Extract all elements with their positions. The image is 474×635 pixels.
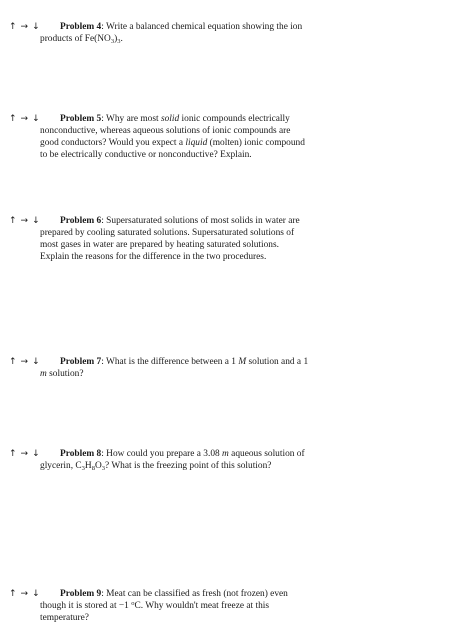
arrow-up-icon[interactable]: ↑	[9, 114, 18, 124]
problem-label: Problem 5	[60, 114, 102, 124]
arrow-right-icon[interactable]: →	[20, 22, 30, 32]
arrow-right-icon[interactable]: →	[20, 357, 30, 367]
problem-text: Problem 5: Why are most solid ionic compounds electrically nonconductive, whereas aqueous solutions of ionic compounds are good conductors? Would you expect a liquid (molten) ionic compound to be electrically conductive or nonconductive? Explain.	[40, 114, 305, 160]
problem-label: Problem 8	[60, 449, 102, 459]
arrow-controls	[9, 588, 44, 600]
arrow-up-icon[interactable]: ↑	[9, 22, 18, 32]
arrow-down-icon[interactable]: ↓	[32, 589, 41, 599]
problem-label: Problem 4	[60, 22, 102, 32]
arrow-right-icon[interactable]: →	[20, 114, 30, 124]
problem-text: Problem 9: Meat can be classified as fresh (not frozen) even though it is stored at −1 $^o$C. Why wouldn't meat freeze at this temperature?	[40, 589, 288, 623]
problem-5	[9, 113, 310, 161]
arrow-up-icon[interactable]: ↑	[9, 357, 18, 367]
problem-4	[9, 21, 310, 45]
arrow-up-icon[interactable]: ↑	[9, 449, 18, 459]
problem-8	[9, 448, 310, 472]
problem-6	[9, 215, 310, 263]
problem-7	[9, 356, 310, 380]
arrow-right-icon[interactable]: →	[20, 589, 30, 599]
problem-label: Problem 9	[60, 589, 102, 599]
problem-text: Problem 6: Supersaturated solutions of most solids in water are prepared by cooling saturated solutions. Supersaturated solutions of most gases in water are prepared by heating saturated solutions. Explain the reasons for the difference in the two procedures.	[40, 216, 300, 262]
arrow-up-icon[interactable]: ↑	[9, 216, 18, 226]
arrow-down-icon[interactable]: ↓	[32, 449, 41, 459]
arrow-controls	[9, 356, 44, 368]
problem-label: Problem 7	[60, 357, 102, 367]
problem-9	[9, 588, 310, 624]
arrow-controls	[9, 113, 44, 125]
problem-label: Problem 6	[60, 216, 102, 226]
arrow-right-icon[interactable]: →	[20, 449, 30, 459]
problem-text: Problem 4: Write a balanced chemical equation showing the ion products of $Fe(NO_3)_3$.	[40, 22, 303, 45]
arrow-controls	[9, 448, 44, 460]
arrow-down-icon[interactable]: ↓	[32, 216, 41, 226]
problem-text: Problem 8: How could you prepare a 3.08 m aqueous solution of glycerin, $C_3H_8O_3$? What is the freezing point of this solution?	[40, 449, 305, 472]
problem-text: Problem 7: What is the difference between a 1 M solution and a 1 m solution?	[40, 357, 309, 379]
arrow-up-icon[interactable]: ↑	[9, 589, 18, 599]
arrow-down-icon[interactable]: ↓	[32, 114, 41, 124]
arrow-down-icon[interactable]: ↓	[32, 357, 41, 367]
arrow-right-icon[interactable]: →	[20, 216, 30, 226]
arrow-controls	[9, 21, 44, 33]
arrow-down-icon[interactable]: ↓	[32, 22, 41, 32]
arrow-controls	[9, 215, 44, 227]
